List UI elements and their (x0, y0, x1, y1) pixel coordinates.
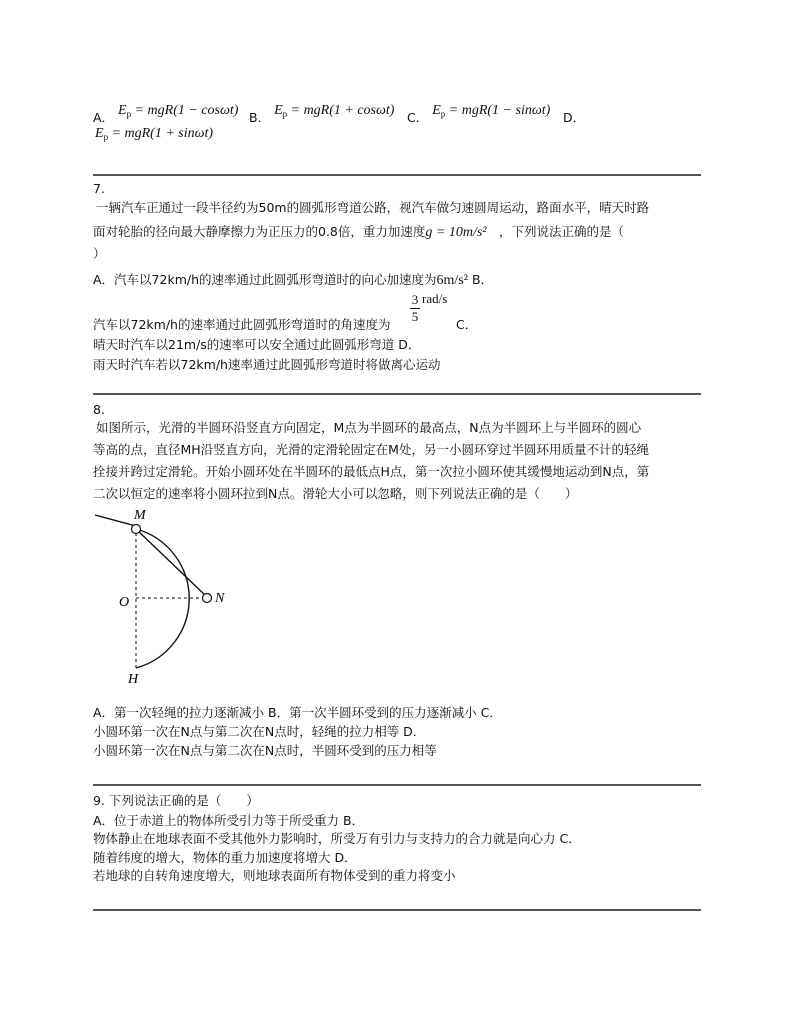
q6-option-b-formula: $E_p = mgR(1 + \cos\omega t)$ (274, 103, 395, 119)
q7-option-c: 晴天时汽车以21m/s的速率可以安全通过此圆弧形弯道 D． (93, 337, 421, 352)
q9-stem: 9. 下列说法正确的是（ ） (93, 793, 259, 808)
q7-stem-line1: 一辆汽车正通过一段半径约为50m的圆弧形弯道公路，视汽车做匀速圆周运动，路面水平，晴天时路 (96, 200, 650, 215)
q8-stem-line3: 拴接并跨过定滑轮。开始小圆环处在半圆环的最低点H点，第一次拉小圆环使其缓慢地运动到N点，第 (93, 464, 650, 479)
divider-q8 (93, 784, 701, 786)
q9-options-line3: 随着纬度的增大，物体的重力加速度将增大 D． (93, 850, 357, 865)
q9-options-line1: A．位于赤道上的物体所受引力等于所受重力 B． (93, 813, 365, 828)
q7-fraction-denominator: 5 (411, 309, 419, 324)
q8-small-ring (203, 594, 212, 603)
q8-label-o: O (119, 595, 130, 610)
q7-stem-line2: 面对轮胎的径向最大静摩擦力为正压力的0.8倍，重力加速度g = 10m/s² ，下列说法正确的是（ (93, 224, 625, 240)
q6-option-b (249, 100, 395, 125)
q7-option-d: 雨天时汽车若以72km/h速率通过此圆弧形弯道时将做离心运动 (93, 357, 441, 372)
q8-pulley (132, 525, 141, 534)
q7-number: 7. (93, 181, 105, 196)
q8-stem-line4: 二次以恒定的速率将小圆环拉到N点。滑轮大小可以忽略，则下列说法正确的是（ ） (93, 486, 578, 501)
q6-option-d-formula: $E_p = mgR(1 + \sin\omega t)$ (95, 126, 214, 142)
q7-gravity-formula: g = 10m/s² (425, 225, 487, 240)
q8-rope-left (95, 515, 136, 526)
q8-options-line2: 小圆环第一次在N点与第二次在N点时，轻绳的拉力相等 D． (93, 724, 426, 739)
q7-option-c-label: C． (456, 317, 478, 332)
q9-options-line2: 物体静止在地球表面不受其他外力影响时，所受万有引力与支持力的合力就是向心力 C． (93, 831, 581, 846)
q8-options-line3: 小圆环第一次在N点与第二次在N点时，半圆环受到的压力相等 (93, 743, 437, 758)
q9-options-line4: 若地球的自转角速度增大，则地球表面所有物体受到的重力将变小 (93, 868, 456, 883)
q8-label-n: N (215, 591, 225, 606)
divider-q9 (93, 909, 701, 911)
q8-stem-line1: 如图所示，光滑的半圆环沿竖直方向固定，M点为半圆环的最高点，N点为半圆环上与半圆环的圆心 (96, 420, 642, 435)
q6-option-a (93, 100, 239, 125)
divider-q7 (93, 393, 701, 395)
q7-fraction-unit: rad/s (422, 290, 448, 306)
q8-stem-line2: 等高的点，直径MH沿竖直方向，光滑的定滑轮固定在M处，另一小圆环穿过半圆环用质量不计的轻绳 (93, 442, 649, 457)
q7-option-b: 汽车以72km/h的速率通过此圆弧形弯道时的角速度为 (93, 317, 391, 332)
q6-option-a-formula: $E_p = mgR(1 - \cos\omega t)$ (118, 103, 239, 119)
q8-figure (90, 505, 270, 685)
q7-option-a: A．汽车以72km/h的速率通过此圆弧形弯道时的向心加速度为6m/s² B． (93, 272, 494, 288)
q8-options-line1: A．第一次轻绳的拉力逐渐减小 B．第一次半圆环受到的压力逐渐减小 C． (93, 705, 502, 720)
q7-fraction-numerator: 3 (411, 292, 419, 307)
q8-label-h: H (128, 672, 139, 685)
q6-option-c-label: C． (407, 110, 429, 125)
q6-option-a-label: A． (93, 110, 115, 125)
q6-option-c (407, 100, 551, 125)
q6-option-b-label: B． (249, 110, 271, 125)
q7-stem-line3: ） (93, 246, 106, 261)
q7-accel-formula: 6m/s² (436, 273, 468, 288)
q8-rope-mn (136, 529, 207, 597)
q8-number: 8. (93, 402, 105, 417)
divider-q6 (93, 174, 701, 176)
q7-option-b-label: B． (471, 272, 494, 287)
q6-option-c-formula: $E_p = mgR(1 - \sin\omega t)$ (432, 103, 551, 119)
q8-label-m: M (134, 508, 146, 523)
q6-option-d-label: D． (563, 110, 586, 125)
